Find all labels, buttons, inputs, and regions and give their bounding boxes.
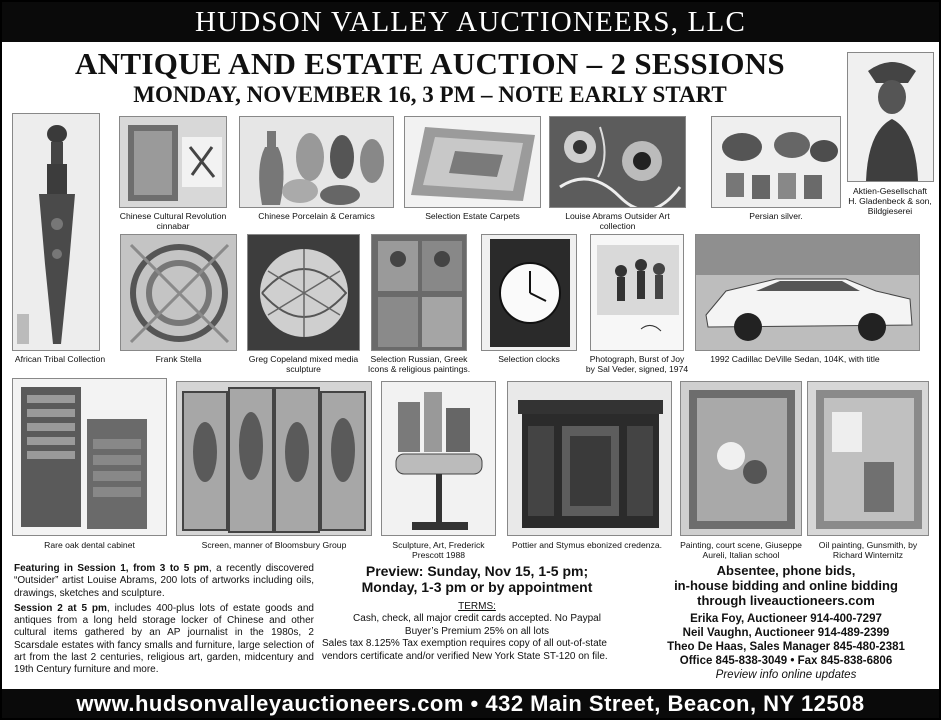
photo-african-tribal (12, 113, 100, 351)
photo-sculpture (381, 381, 496, 536)
caption-cadillac: 1992 Cadillac DeVille Sedan, 104K, with title (710, 354, 880, 364)
company-name: HUDSON VALLEY AUCTIONEERS, LLC (194, 6, 747, 38)
caption-court-scene: Painting, court scene, Giuseppe Aureli, Italian school (680, 540, 802, 560)
contact-auctioneer-1: Erika Foy, Auctioneer 914-400-7297 (690, 613, 882, 625)
photo-copeland (247, 234, 360, 351)
session-description (14, 563, 314, 680)
photo-cadillac (695, 234, 920, 351)
caption-credenza: Pottier and Stymus ebonized credenza. (511, 540, 662, 550)
footer-address: www.hudsonvalleyauctioneers.com • 432 Main Street, Beacon, NY 12508 (76, 691, 865, 716)
caption-burst-of-joy: Photograph, Burst of Joy by Sal Veder, signed, 1974 (585, 354, 689, 374)
caption-copeland: Greg Copeland mixed media sculpture (248, 354, 359, 374)
preview-times: Preview: Sunday, Nov 15, 1-5 pm; Monday, 1-3 pm or by appointment (361, 563, 593, 595)
terms-payment: Cash, check, all major credit cards accepted. No Paypal Buyer’s Premium 25% on all lots (353, 613, 601, 637)
bidding-contacts (640, 563, 932, 682)
photo-carpets (404, 116, 541, 208)
photo-dental-cabinet (12, 378, 167, 536)
caption-gunsmith: Oil painting, Gunsmith, by Richard Winternitz (818, 540, 918, 560)
session-1-text: Featuring in Session 1, from 3 to 5 pm, a recently discovered “Outsider” artist Louise Abrams, 200 lots of artworks including oils, drawings, sketches and sculpture. (14, 563, 314, 599)
terms-tax: Sales tax 8.125% Tax exemption requires copy of all out-of-state vendors certificate and/or verified New York State ST-120 on file. (322, 638, 608, 662)
photo-bronze-bust (847, 52, 934, 182)
caption-dental-cabinet: Rare oak dental cabinet (44, 540, 135, 550)
tribal-figure-icon (13, 114, 100, 351)
session-2-text: Session 2 at 5 pm, includes 400-plus lots of estate goods and antiques from a long held storage locker of Chinese and other cultural items gathered by an AP journalist in the 1980s, 2 Scarsdale estates with fancy smalls and furniture, large selection of art from the last 2 centuries, religious art, garden, midcentury and 19th Century furniture and more. (14, 602, 314, 676)
bidding-options: Absentee, phone bids, in-house bidding and online bidding through liveauctioneers.com (674, 563, 898, 608)
photo-frank-stella (120, 234, 237, 351)
auction-headline: ANTIQUE AND ESTATE AUCTION – 2 SESSIONS (75, 46, 785, 81)
contact-list (640, 612, 932, 682)
caption-frank-stella: Frank Stella (155, 354, 202, 364)
caption-african-tribal: African Tribal Collection (14, 354, 106, 364)
contact-auctioneer-2: Neil Vaughn, Auctioneer 914-489-2399 (682, 627, 890, 639)
contact-sales-manager: Theo De Haas, Sales Manager 845-480-2381 (667, 641, 905, 653)
caption-persian-silver: Persian silver. (749, 211, 803, 221)
car-icon (696, 235, 920, 351)
photo-gunsmith (807, 381, 929, 536)
photo-clock (481, 234, 577, 351)
photo-burst-of-joy (590, 234, 684, 351)
photo-chinese-revolution (119, 116, 227, 208)
header-bar (2, 2, 939, 42)
caption-clock: Selection clocks (498, 354, 560, 364)
terms-heading: TERMS: (458, 601, 496, 612)
photo-credenza (507, 381, 672, 536)
caption-screen: Screen, manner of Bloomsbury Group (201, 540, 347, 550)
footer-bar (2, 689, 939, 718)
caption-carpets: Selection Estate Carpets (425, 211, 520, 221)
caption-bronze-bust: Aktien-Gesellschaft H. Gladenbeck & son, Bildgieserei (848, 186, 932, 216)
photo-persian-silver (711, 116, 841, 208)
photo-abrams-art (549, 116, 686, 208)
preview-and-terms (318, 563, 636, 663)
caption-icons: Selection Russian, Greek Icons & religious paintings. (367, 354, 471, 374)
photo-icons (371, 234, 467, 351)
auction-date: MONDAY, NOVEMBER 16, 3 PM – NOTE EARLY START (133, 82, 727, 107)
caption-abrams-art: Louise Abrams Outsider Art collection (565, 211, 670, 231)
caption-chinese-revolution: Chinese Cultural Revolution cinnabar (119, 211, 227, 231)
clock-icon (482, 235, 577, 351)
contact-office: Office 845-838-3049 • Fax 845-838-6806 (679, 655, 893, 667)
photo-porcelain (239, 116, 394, 208)
caption-sculpture: Sculpture, Art, Frederick Prescott 1988 (392, 540, 485, 560)
photo-court-scene (680, 381, 802, 536)
online-updates-note: Preview info online updates (715, 669, 857, 681)
photo-screen (176, 381, 372, 536)
caption-porcelain: Chinese Porcelain & Ceramics (258, 211, 375, 221)
